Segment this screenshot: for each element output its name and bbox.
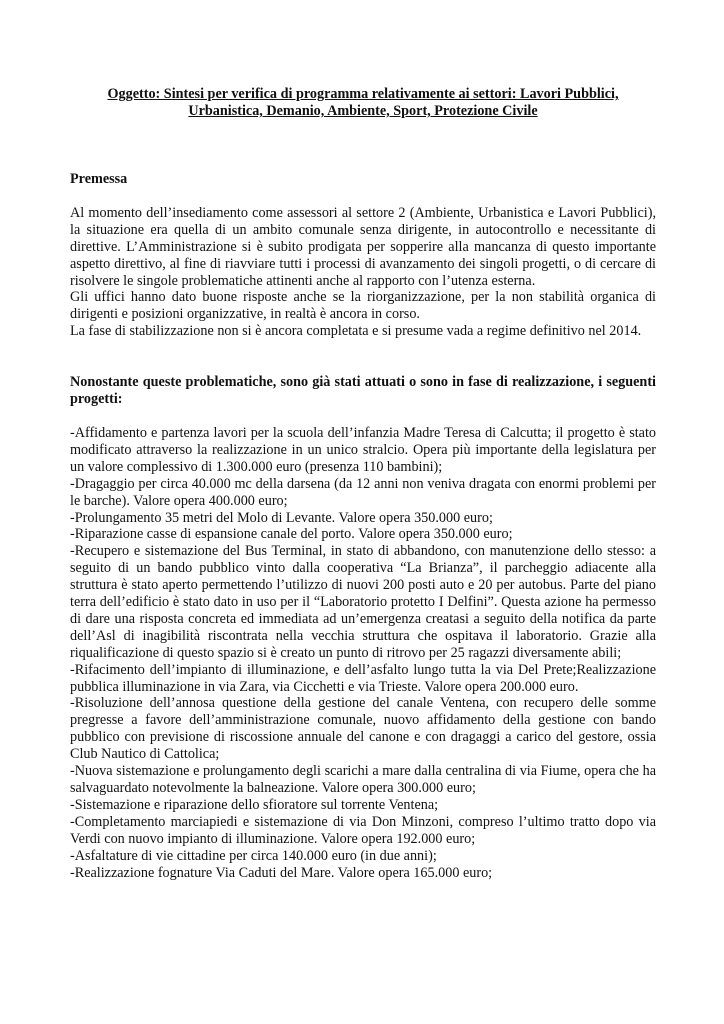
premessa-paragraph: Gli uffici hanno dato buone risposte anche se la riorganizzazione, per la non stabilità organica di dirigenti e posizioni organizzative, in realtà è ancora in corso.: [70, 289, 656, 323]
premessa-heading: Premessa: [70, 171, 128, 187]
document-page: [70, 86, 656, 881]
list-item: -Realizzazione fognature Via Caduti del Mare. Valore opera 165.000 euro;: [70, 864, 493, 881]
subject-line-2: Urbanistica, Demanio, Ambiente, Sport, Protezione Civile: [188, 103, 538, 119]
progetti-list: [70, 425, 656, 881]
subject-line-1: Oggetto: Sintesi per verifica di programma relativamente ai settori: Lavori Pubblici,: [107, 86, 619, 102]
list-item: -Rifacimento dell’impianto di illuminazione, e dell’asfalto lungo tutta la via Del Prete;Realizzazione pubblica illuminazione in via Zara, via Cicchetti e via Trieste. Valore opera 200.000 euro.: [70, 661, 656, 695]
document-subject: [70, 86, 656, 120]
list-item: -Riparazione casse di espansione canale del porto. Valore opera 350.000 euro;: [70, 526, 513, 543]
premessa-paragraph: La fase di stabilizzazione non si è ancora completata e si presume vada a regime definitivo nel 2014.: [70, 323, 642, 340]
list-item: -Asfaltature di vie cittadine per circa 140.000 euro (in due anni);: [70, 847, 437, 864]
list-item: -Prolungamento 35 metri del Molo di Levante. Valore opera 350.000 euro;: [70, 509, 493, 526]
progetti-heading: Nonostante queste problematiche, sono già stati attuati o sono in fase di realizzazione, i seguenti progetti:: [70, 374, 656, 408]
premessa-section: [70, 205, 656, 340]
list-item: -Risoluzione dell’annosa questione della gestione del canale Ventena, con recupero delle somme pregresse a favore dell’amministrazione comunale, nuovo affidamento della gestione con bando pubblico con previsione di riscossione annuale del canone e con dragaggi a carico del gestore, ossia Club Nautico di Cattolica;: [70, 695, 656, 763]
list-item: -Dragaggio per circa 40.000 mc della darsena (da 12 anni non veniva dragata con enormi problemi per le barche). Valore opera 400.000 euro;: [70, 475, 656, 509]
list-item: -Recupero e sistemazione del Bus Terminal, in stato di abbandono, con manutenzione dello stesso: a seguito di un bando pubblico vinto dalla cooperativa “La Brianza”, il parcheggio adiacente alla struttura è stato aperto permettendo l’utilizzo di nuovi 200 posti auto e 20 per autobus. Parte del piano terra dell’edificio è stato dato in uso per il “Laboratorio protetto I Delfini”. Questa azione ha permesso di dare una risposta concreta ed immediata ad un’emergenza creatasi a seguito della notifica da parte dell’Asl di inagibilità riscontrata nella vecchia struttura che ospitava il laboratorio. Grazie alla riqualificazione di questo spazio si è creato un punto di ritrovo per 25 ragazzi diversamente abili;: [70, 543, 656, 661]
list-item: -Affidamento e partenza lavori per la scuola dell’infanzia Madre Teresa di Calcutta; il progetto è stato modificato attraverso la realizzazione in un unico stralcio. Opera più importante della legislatura per un valore complessivo di 1.300.000 euro (presenza 110 bambini);: [70, 424, 656, 475]
list-item: -Completamento marciapiedi e sistemazione di via Don Minzoni, compreso l’ultimo tratto dopo via Verdi con nuovo impianto di illuminazione. Valore opera 192.000 euro;: [70, 813, 656, 847]
list-item: -Sistemazione e riparazione dello sfioratore sul torrente Ventena;: [70, 796, 439, 813]
list-item: -Nuova sistemazione e prolungamento degli scarichi a mare dalla centralina di via Fiume, opera che ha salvaguardato notevolmente la balneazione. Valore opera 300.000 euro;: [70, 763, 656, 796]
premessa-paragraph: Al momento dell’insediamento come assessori al settore 2 (Ambiente, Urbanistica e Lavori Pubblici), la situazione era quella di un ambito comunale senza dirigente, in autocontrollo e necessitante di direttive. L’Amministrazione si è subito prodigata per sopperire alla mancanza di questo importante aspetto direttivo, al fine di riavviare tutti i processi di avanzamento dei singoli progetti, o di cercare di risolvere le singole problematiche attinenti anche al rapporto con l’utenza esterna.: [70, 204, 656, 289]
